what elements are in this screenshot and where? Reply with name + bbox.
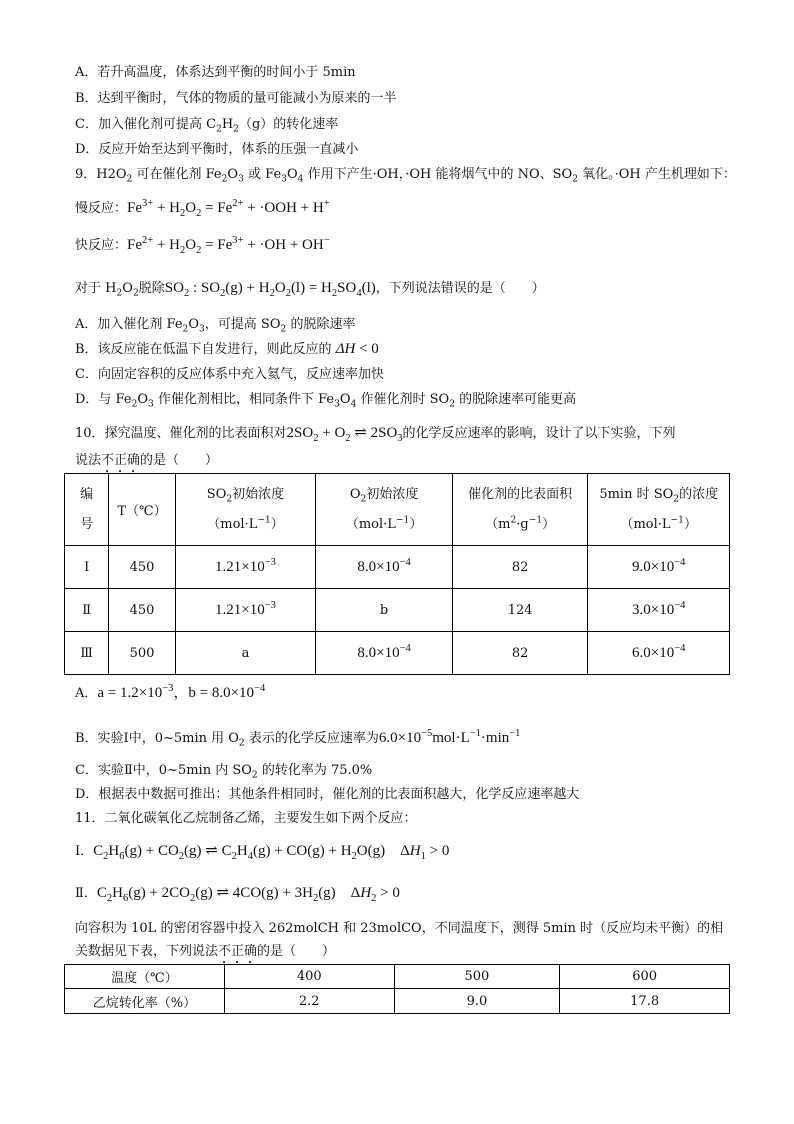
q9-slow-reaction: 慢反应：$Fe^{3+} + H_2O_2 = Fe^{2+} + \cdot OOH + H^+$ bbox=[75, 198, 330, 219]
row-o2: $8.0\times 10^{-4}$ bbox=[316, 632, 453, 675]
q9-stem: 9．$H2O_2$ 可在催化剂 $Fe_2O_3$ 或 $Fe_3O_4$ 作用下产生·OH，·OH 能将烟气中的 NO、$SO_2$ 氧化。·OH 产生机理如下： bbox=[75, 167, 736, 185]
table-row bbox=[65, 589, 730, 632]
conversion-cell: 9.0 bbox=[394, 989, 560, 1014]
q9-fast-reaction: 快反应：$Fe^{2+} + H_2O_2 = Fe^{3+} + \cdot OH + OH^-$ bbox=[75, 235, 330, 256]
header-number: 编 号 bbox=[65, 474, 109, 546]
row-temperature: 450 bbox=[109, 546, 175, 589]
row-id: Ⅰ bbox=[65, 546, 109, 589]
table-row bbox=[65, 546, 730, 589]
q9-option-a: A．加入催化剂 $Fe_2O_3$，可提高 $SO_2$ 的脱除速率 bbox=[75, 317, 356, 335]
row-so2: $1.21\times 10^{-3}$ bbox=[175, 546, 316, 589]
q9-option-c: C．向固定容积的反应体系中充入氦气，反应速率加快 bbox=[75, 367, 384, 382]
row-o2: $8.0\times 10^{-4}$ bbox=[316, 546, 453, 589]
q11-intro-1: 向容积为 10L 的密闭容器中投入 262molCH 和 23molCO，不同温度下，测得 5min 时（反应均未平衡）的相 bbox=[75, 921, 724, 936]
header-so2-initial: $SO_2$初始浓度 $(mol\cdot L^{-1})$ bbox=[175, 474, 316, 546]
header-temperature: 温度（℃） bbox=[65, 965, 225, 989]
q10-stem-2: 说法不正确的是（ ） bbox=[75, 453, 219, 468]
header-o2-initial: $O_2$初始浓度 $(mol\cdot L^{-1})$ bbox=[316, 474, 453, 546]
q10-option-a: A．$a = 1.2\times 10^{-3}$，$b = 8.0\times 10^{-4}$ bbox=[75, 683, 266, 701]
row-temperature: 450 bbox=[109, 589, 175, 632]
row-so2-5min: $6.0\times 10^{-4}$ bbox=[588, 632, 730, 675]
row-so2: $1.21\times 10^{-3}$ bbox=[175, 589, 316, 632]
row-catalyst: 82 bbox=[452, 632, 588, 675]
row-o2: b bbox=[316, 589, 453, 632]
q8-option-c: C．加入催化剂可提高 $C_2H_2(g)$的转化速率 bbox=[75, 117, 339, 135]
row-so2-5min: $3.0\times 10^{-4}$ bbox=[588, 589, 730, 632]
q11-intro-2: 关数据见下表，下列说法不正确的是（ ） bbox=[75, 944, 336, 959]
q10-stem: 10．探究温度、催化剂的比表面积对$2SO_2 + O_2$ ⇌ $2SO_3$的化学反应速率的影响，设计了以下实验，下列 bbox=[75, 425, 676, 444]
q10-option-c: C．实验Ⅱ中，0~5min 内 $SO_2$ 的转化率为 75.0% bbox=[75, 763, 373, 781]
row-catalyst: 124 bbox=[452, 589, 588, 632]
header-conversion: 乙烷转化率（%） bbox=[65, 989, 225, 1014]
row-temperature: 500 bbox=[109, 632, 175, 675]
q10-table bbox=[64, 473, 730, 675]
q8-option-d: D．反应开始至达到平衡时，体系的压强一直减小 bbox=[75, 142, 359, 157]
table-row bbox=[65, 632, 730, 675]
q10-option-b: B．实验Ⅰ中，0~5min 用 $O_2$ 表示的化学反应速率为$6.0\times 10^{-5}mol\cdot L^{-1}\cdot\min^{-1}$ bbox=[75, 728, 521, 749]
q11-stem: 11．二氧化碳氧化乙烷制备乙烯，主要发生如下两个反应： bbox=[75, 811, 417, 826]
temp-cell: 600 bbox=[560, 965, 730, 989]
q9-intro: 对于 $H_2O_2$脱除$SO_2$ : $SO_2(g) + H_2O_2(l) = H_2SO_4(l)$，下列说法错误的是（ ） bbox=[75, 280, 545, 299]
row-id: Ⅱ bbox=[65, 589, 109, 632]
q10-option-d: D．根据表中数据可推出：其他条件相同时，催化剂的比表面积越大，化学反应速率越大 bbox=[75, 787, 580, 802]
q8-option-a: A．若升高温度，体系达到平衡的时间小于 5min bbox=[75, 65, 356, 80]
header-so2-5min: 5min 时 $SO_2$的浓度 $(mol\cdot L^{-1})$ bbox=[588, 474, 730, 546]
conversion-cell: 17.8 bbox=[560, 989, 730, 1014]
q11-table bbox=[64, 964, 730, 1014]
q11-reaction-1: Ⅰ．$C_2H_6(g) + CO_2(g)$ ⇌ $C_2H_4(g) + CO(g) + H_2O(g)$ $\Delta H_1 > 0$ bbox=[75, 843, 450, 862]
conversion-cell: 2.2 bbox=[224, 989, 394, 1014]
q11-reaction-2: Ⅱ．$C_2H_6(g) + 2CO_2(g)$ ⇌ $4CO(g) + 3H_2(g)$ $\Delta H_2 > 0$ bbox=[75, 885, 400, 904]
row-id: Ⅲ bbox=[65, 632, 109, 675]
row-so2: a bbox=[175, 632, 316, 675]
header-catalyst-area: 催化剂的比表面积 $(m^2\cdot g^{-1})$ bbox=[452, 474, 588, 546]
q9-option-d: D．与 $Fe_2O_3$ 作催化剂相比，相同条件下 $Fe_3O_4$ 作催化剂时 $SO_2$ 的脱除速率可能更高 bbox=[75, 392, 577, 410]
temp-cell: 400 bbox=[224, 965, 394, 989]
row-catalyst: 82 bbox=[452, 546, 588, 589]
q9-option-b: B．该反应能在低温下自发进行，则此反应的 ΔH < 0 bbox=[75, 341, 379, 357]
temp-cell: 500 bbox=[394, 965, 560, 989]
row-so2-5min: $9.0\times 10^{-4}$ bbox=[588, 546, 730, 589]
header-temperature: T（℃） bbox=[109, 474, 175, 546]
q8-option-b: B．达到平衡时，气体的物质的量可能减小为原来的一半 bbox=[75, 91, 397, 106]
